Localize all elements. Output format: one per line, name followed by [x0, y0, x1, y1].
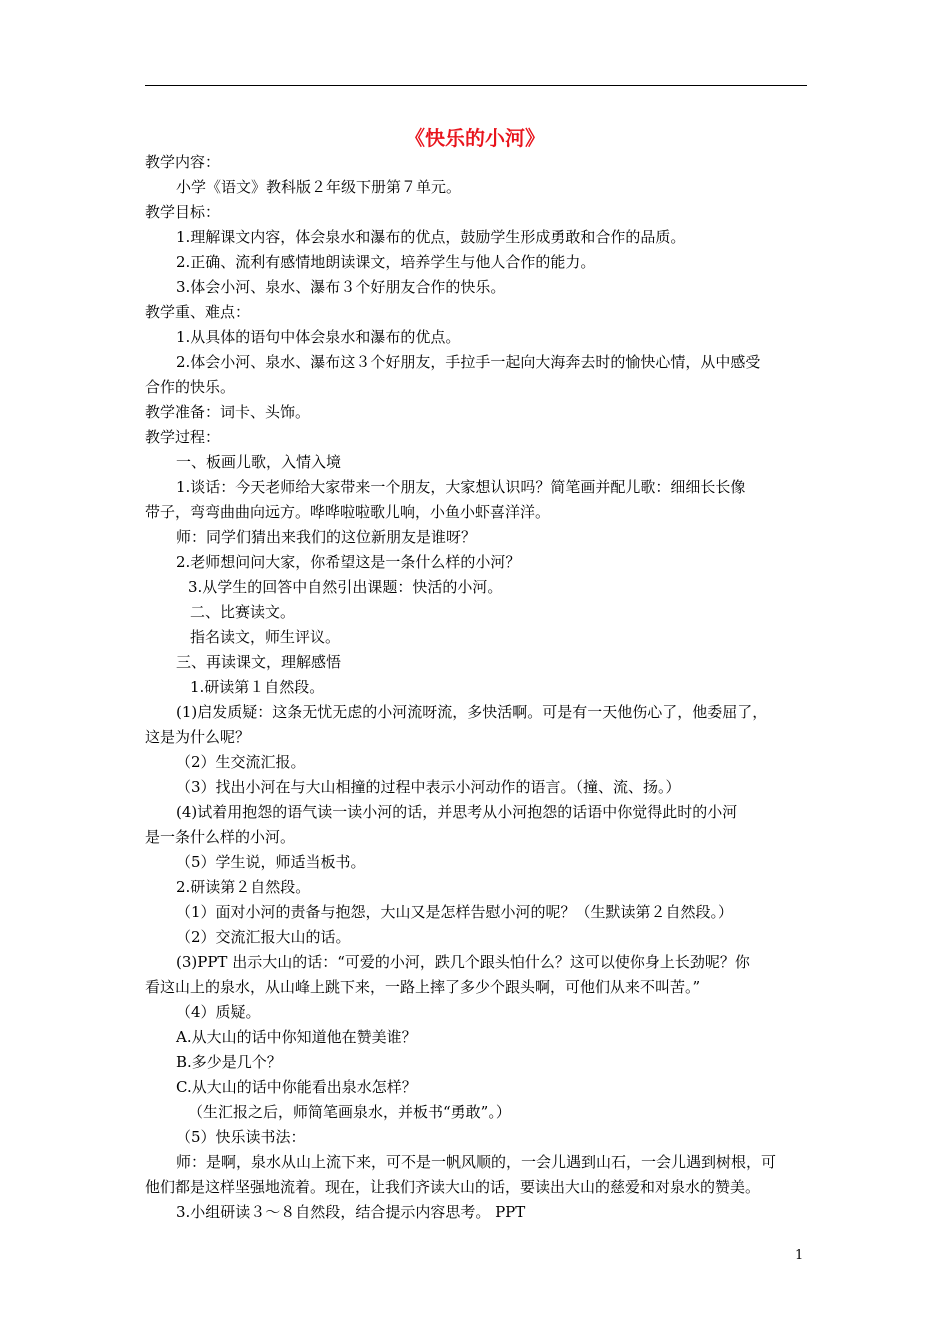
- text-line: 3.体会小河、泉水、瀑布３个好朋友合作的快乐。: [176, 278, 506, 296]
- text-line: 师：同学们猜出来我们的这位新朋友是谁呀？: [176, 528, 477, 546]
- text-line: A.从大山的话中你知道他在赞美谁？: [176, 1028, 417, 1046]
- text-line: （2）交流汇报大山的话。: [176, 928, 351, 946]
- text-line: (3)PPT 出示大山的话：“可爱的小河，跌几个跟头怕什么？这可以使你身上长劲呢？你: [176, 953, 750, 971]
- text-line: 1.研读第１自然段。: [190, 678, 325, 696]
- text-line: （5）快乐读书法：: [176, 1128, 306, 1146]
- text-line: （1）面对小河的责备与抱怨，大山又是怎样告慰小河的呢？（生默读第２自然段。）: [176, 903, 734, 921]
- text-line: 3.小组研读３～８自然段，结合提示内容思考。 PPT: [176, 1203, 526, 1221]
- text-line: 教学目标：: [145, 203, 221, 221]
- text-line: 看这山上的泉水，从山峰上跳下来，一路上摔了多少个跟头啊，可他们从来不叫苦。”: [145, 978, 701, 996]
- text-line: (4)试着用抱怨的语气读一读小河的话，并思考从小河抱怨的话语中你觉得此时的小河: [176, 803, 738, 821]
- page-title: 《快乐的小河》: [405, 126, 545, 150]
- text-line: 小学《语文》教科版２年级下册第７单元。: [176, 178, 462, 196]
- header-rule: [145, 85, 807, 86]
- text-line: （生汇报之后，师简笔画泉水，并板书“勇敢”。）: [188, 1103, 511, 1121]
- text-line: （2）生交流汇报。: [176, 753, 306, 771]
- text-line: （5）学生说，师适当板书。: [176, 853, 366, 871]
- text-line: 三、再读课文，理解感悟: [176, 653, 342, 671]
- text-line: 教学重、难点：: [145, 303, 251, 321]
- text-line: 这是为什么呢？: [145, 728, 251, 746]
- text-line: C.从大山的话中你能看出泉水怎样？: [176, 1078, 417, 1096]
- text-line: 他们都是这样坚强地流着。现在，让我们齐读大山的话，要读出大山的慈爱和对泉水的赞美。: [145, 1178, 761, 1196]
- text-line: B.多少是几个？: [176, 1053, 282, 1071]
- page-number: 1: [795, 1248, 804, 1263]
- text-line: 2.研读第２自然段。: [176, 878, 311, 896]
- text-line: 教学准备：词卡、头饰。: [145, 403, 311, 421]
- text-line: 师：是啊，泉水从山上流下来，可不是一帆风顺的，一会儿遇到山石，一会儿遇到树根，可: [176, 1153, 777, 1171]
- text-line: 1.从具体的语句中体会泉水和瀑布的优点。: [176, 328, 461, 346]
- text-line: 1.理解课文内容，体会泉水和瀑布的优点，鼓励学生形成勇敢和合作的品质。: [176, 228, 686, 246]
- text-line: 2.体会小河、泉水、瀑布这３个好朋友，手拉手一起向大海奔去时的愉快心情，从中感受: [176, 353, 761, 371]
- text-line: 教学内容：: [145, 153, 221, 171]
- text-line: 教学过程：: [145, 428, 221, 446]
- text-line: 2.正确、流利有感情地朗读课文，培养学生与他人合作的能力。: [176, 253, 596, 271]
- text-line: 2.老师想问问大家，你希望这是一条什么样的小河？: [176, 553, 521, 571]
- text-line: 二、比赛读文。: [190, 603, 296, 621]
- text-line: 是一条什么样的小河。: [145, 828, 296, 846]
- text-line: 3.从学生的回答中自然引出课题：快活的小河。: [188, 578, 503, 596]
- text-line: 1.谈话：今天老师给大家带来一个朋友，大家想认识吗？简笔画并配儿歌：细细长长像: [176, 478, 746, 496]
- text-line: (1)启发质疑：这条无忧无虑的小河流呀流，多快活啊。可是有一天他伤心了，他委屈了，: [176, 703, 768, 721]
- text-line: 一、板画儿歌，入情入境: [176, 453, 342, 471]
- text-line: （4）质疑。: [176, 1003, 261, 1021]
- text-line: 合作的快乐。: [145, 378, 236, 396]
- text-line: 带子，弯弯曲曲向远方。哗哗啦啦歌儿响，小鱼小虾喜洋洋。: [145, 503, 551, 521]
- text-line: （3）找出小河在与大山相撞的过程中表示小河动作的语言。（撞、流、扬。）: [176, 778, 681, 796]
- text-line: 指名读文，师生评议。: [190, 628, 341, 646]
